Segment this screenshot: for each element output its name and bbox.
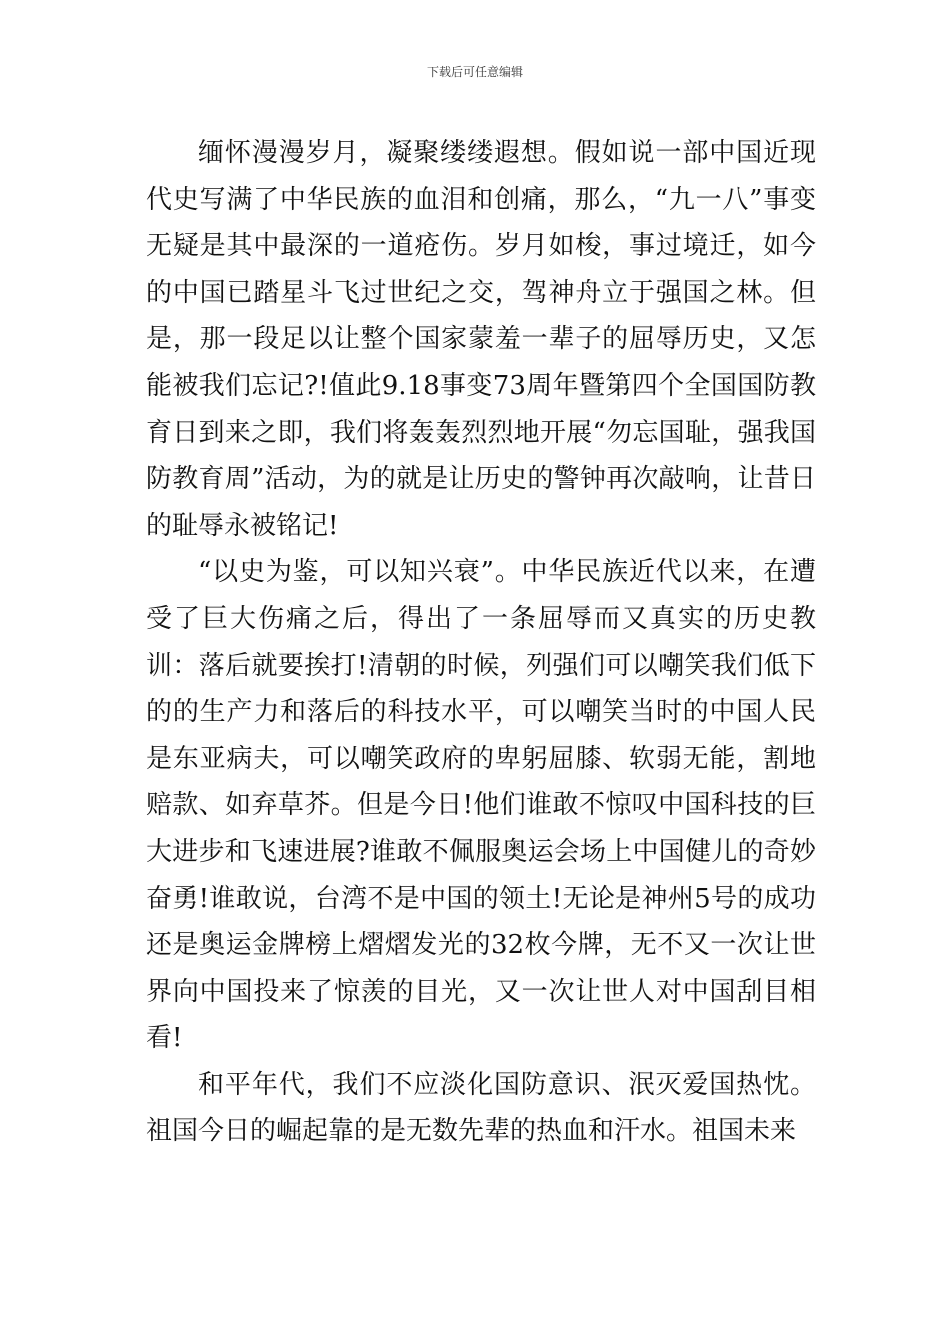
paragraph-2: “以史为鉴，可以知兴衰”。中华民族近代以来，在遭受了巨大伤痛之后，得出了一条屈辱而又真实的历史教训：落后就要挨打!清朝的时候，列强们可以嘲笑我们低下的的生产力和落后的科技水平，可以嘲笑当时的中国人民是东亚病夫，可以嘲笑政府的卑躬屈膝、软弱无能，割地赔款、如弃草芥。但是今日!他们谁敢不惊叹中国科技的巨大进步和飞速进展?谁敢不佩服奥运会场上中国健儿的奇妙奋勇!谁敢说，台湾不是中国的领土!无论是神州5号的成功还是奥运金牌榜上熠熠发光的32枚今牌，无不又一次让世界向中国投来了惊羡的目光，又一次让世人对中国刮目相看!	[146, 557, 816, 1054]
paragraph-1: 缅怀漫漫岁月，凝聚缕缕遐想。假如说一部中国近现代史写满了中华民族的血泪和创痛，那么，“九一八”事变无疑是其中最深的一道疮伤。岁月如梭，事过境迁，如今的中国已踏星斗飞过世纪之交，驾神舟立于强国之林。但是，那一段足以让整个国家蒙羞一辈子的屈辱历史，又怎能被我们忘记?!值此9.18事变73周年暨第四个全国国防教育日到来之即，我们将轰轰烈烈地开展“勿忘国耻，强我国防教育周”活动，为的就是让历史的警钟再次敲响，让昔日的耻辱永被铭记!	[146, 138, 816, 541]
page-header: 下载后可任意编辑	[426, 65, 523, 79]
paragraph-3: 和平年代，我们不应淡化国防意识、泯灭爱国热忱。祖国今日的崛起靠的是无数先辈的热血和汗水。祖国未来	[146, 1069, 816, 1147]
document-body	[146, 130, 816, 1155]
